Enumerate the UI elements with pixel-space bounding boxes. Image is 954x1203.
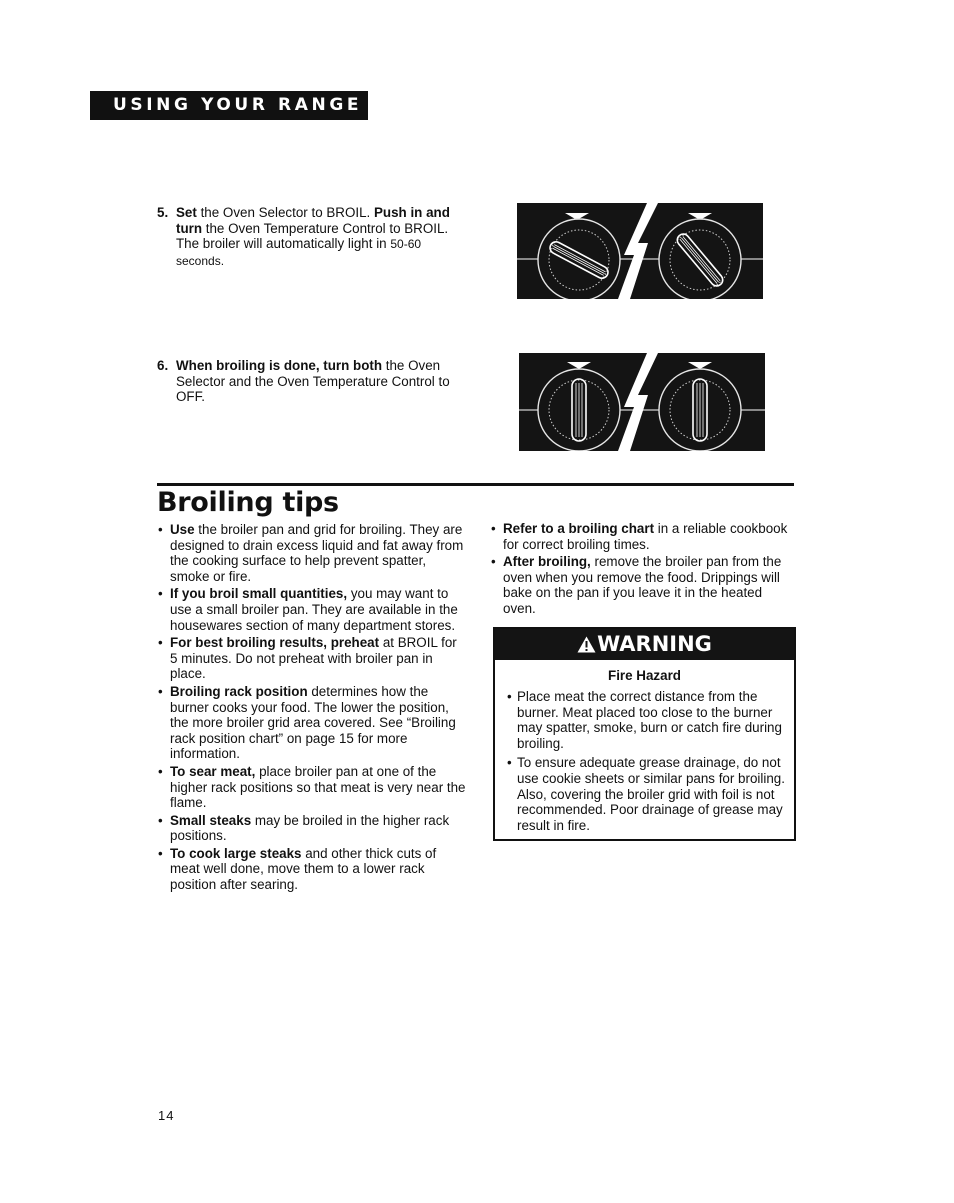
bold-phrase: When broiling is done, turn both (176, 358, 383, 373)
page-number: 14 (158, 1108, 175, 1123)
tip-item (157, 846, 467, 893)
warning-header (495, 629, 794, 660)
bold-phrase: Broiling rack position (170, 683, 308, 699)
bold-phrase: For best broiling results, preheat (170, 635, 380, 651)
text-run: and other thick cuts of meat well done, move them to a lower rack position after searing. (170, 845, 437, 893)
tip-item (157, 586, 467, 633)
bold-phrase: Push in and turn (176, 205, 450, 236)
text-run: the broiler pan and grid for broiling. They are designed to drain excess liquid and fat away from the cooking surface to help prevent spatter, smoke or fire. (170, 522, 464, 584)
bold-phrase: Use (170, 522, 195, 537)
broiling-tips-right-list (490, 521, 790, 619)
tip-item (490, 521, 790, 552)
warning-list (495, 689, 794, 833)
tip-item (157, 813, 467, 844)
broiling-tips-left-list (157, 522, 467, 895)
warning-item: • To ensure adequate grease drainage, do not use cookie sheets or similar pans for broiling. Also, covering the broiler grid with foil is not recommended. Poor drainage of grease may result in fire. (507, 755, 786, 833)
step-number: 6. (157, 358, 169, 373)
section-header-label: USING YOUR RANGE (113, 95, 363, 115)
text-run: the Oven Selector to BROIL. (196, 205, 374, 220)
text-run: in a reliable cookbook for correct broiling times. (503, 521, 788, 552)
tip-item (157, 684, 467, 762)
text-run: remove the broiler pan from the oven when you remove the food. Drippings will bake on the pan if you leave it in the heated oven. (503, 554, 782, 616)
step-6 (157, 358, 457, 405)
step-5 (157, 205, 457, 269)
warning-heading: WARNING (597, 632, 712, 656)
step-number: 5. (157, 205, 169, 220)
fire-hazard-warning-box (493, 627, 796, 841)
tip-item (490, 554, 790, 616)
text-run: determines how the burner cooks your food. The lower the position, the more broiler grid area covered. See “Broiling rack position chart” on page 15 for more information. (170, 683, 456, 762)
section-header-banner (90, 91, 368, 120)
step-text (176, 358, 457, 405)
text-run: place broiler pan at one of the higher rack positions so that meat is very near the flame. (170, 763, 466, 811)
warning-triangle-icon (577, 636, 596, 653)
text-run: 50-60 seconds. (176, 237, 422, 268)
oven-knobs-off-icon (519, 353, 765, 451)
bold-phrase: If you broil small quantities, (170, 586, 348, 602)
bold-phrase: To cook large steaks (170, 845, 302, 861)
bold-phrase: Small steaks (170, 812, 252, 828)
text-run: the Oven Temperature Control to BROIL. The broiler will automatically light in (176, 220, 449, 251)
bold-phrase: After broiling, (503, 554, 591, 570)
tip-item (157, 635, 467, 682)
bold-phrase: Refer to a broiling chart (503, 521, 655, 536)
step-text (176, 205, 457, 269)
oven-knobs-broil-illustration (517, 203, 763, 299)
warning-subheading: Fire Hazard (608, 668, 681, 683)
broiling-tips-title: Broiling tips (157, 487, 339, 518)
bold-phrase: Set (176, 205, 197, 220)
text-run: at BROIL for 5 minutes. Do not preheat with broiler pan in place. (170, 635, 457, 682)
text-run: you may want to use a small broiler pan. They are available in the housewares section of many department stores. (170, 586, 458, 633)
text-run: the Oven Selector and the Oven Temperature Control to OFF. (176, 358, 450, 404)
text-run: may be broiled in the higher rack positions. (170, 812, 450, 844)
tip-item (157, 764, 467, 811)
tip-item (157, 522, 467, 584)
oven-knobs-off-illustration (519, 353, 765, 451)
warning-item: • Place meat the correct distance from the burner. Meat placed too close to the burner may spatter, smoke, burn or catch fire during broiling. (507, 689, 786, 751)
bold-phrase: To sear meat, (170, 763, 256, 779)
oven-knobs-broil-icon (517, 203, 763, 299)
